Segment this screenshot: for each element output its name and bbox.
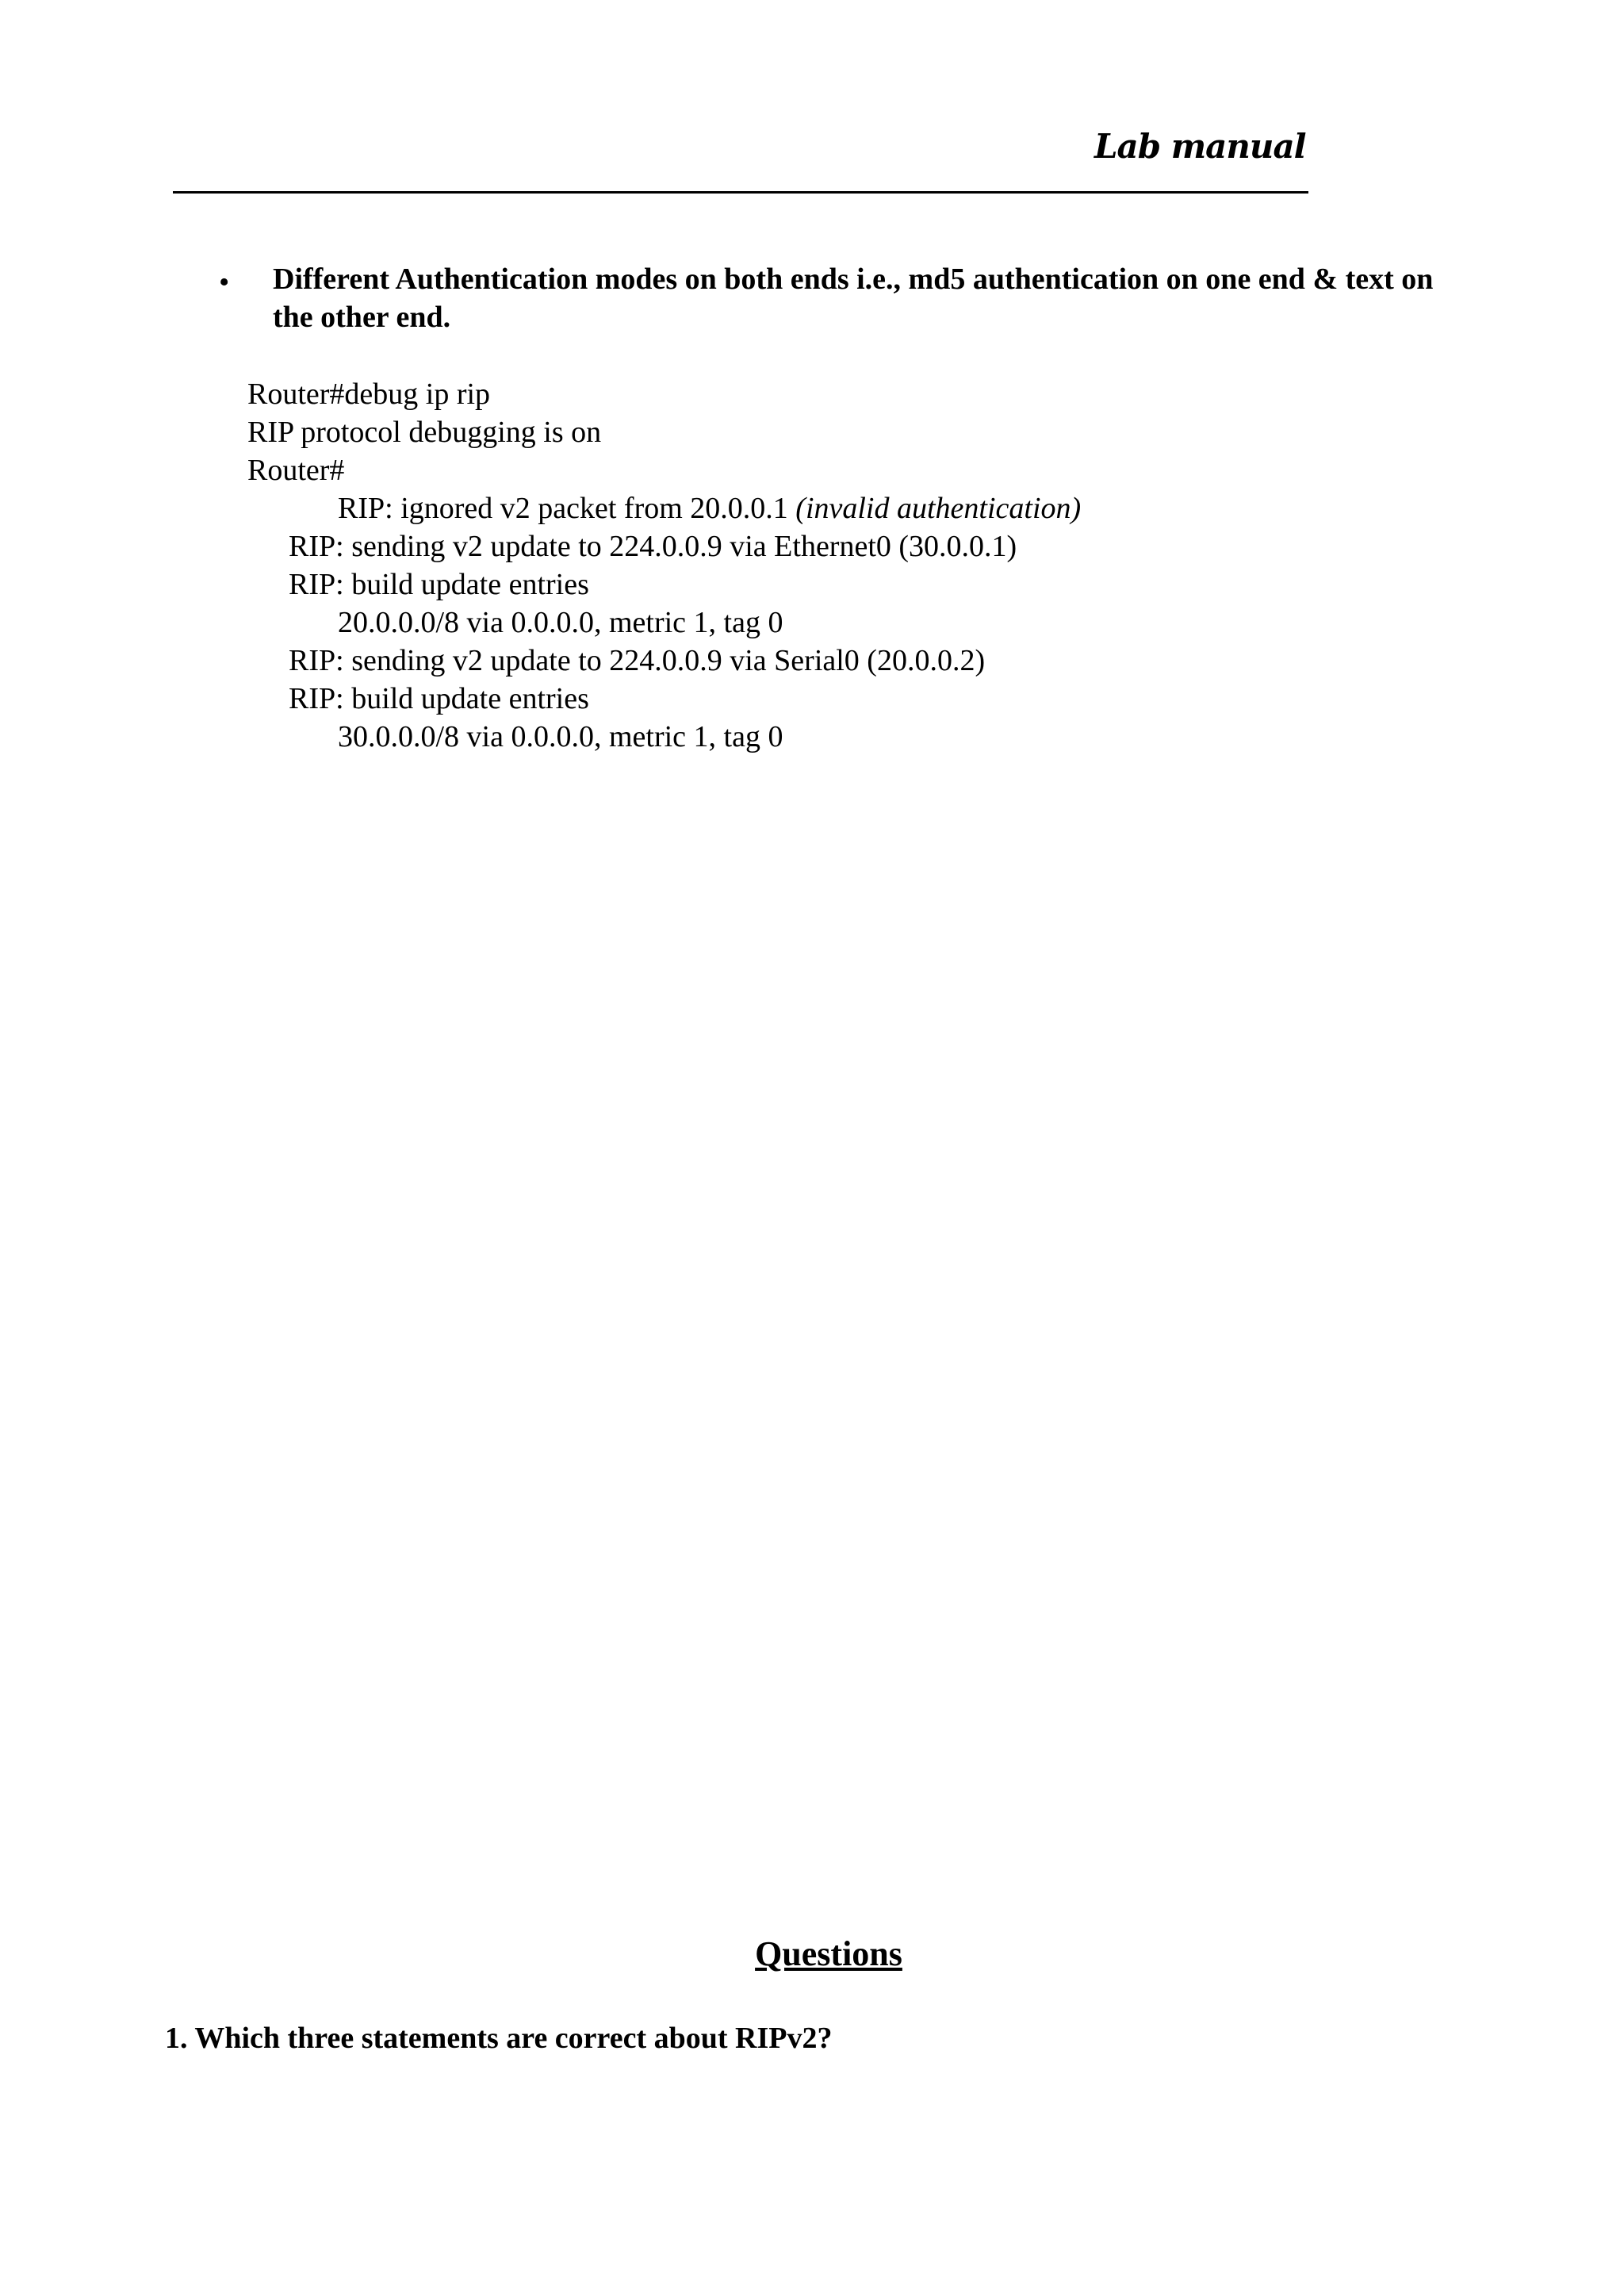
debug-line-1: Router#debug ip rip [247, 378, 491, 411]
debug-line-9: RIP: build update entries [289, 682, 589, 715]
header-rule [173, 191, 1308, 194]
debug-line-8: RIP: sending v2 update to 224.0.0.9 via Serial0 (20.0.0.2) [289, 644, 986, 677]
debug-line-4-note: (invalid authentication) [795, 492, 1082, 525]
bullet-glyph: • [219, 266, 230, 299]
debug-line-6: RIP: build update entries [289, 568, 589, 601]
debug-line-10: 30.0.0.0/8 via 0.0.0.0, metric 1, tag 0 [338, 720, 783, 753]
debug-line-3: Router# [247, 454, 345, 487]
debug-line-7: 20.0.0.0/8 via 0.0.0.0, metric 1, tag 0 [338, 606, 783, 639]
header-title: Lab manual [1094, 127, 1306, 166]
debug-line-5: RIP: sending v2 update to 224.0.0.9 via Ethernet0 (30.0.0.1) [289, 530, 1017, 563]
debug-line-4-text: RIP: ignored v2 packet from 20.0.0.1 [338, 492, 796, 525]
section-heading: Different Authentication modes on both ends i.e., md5 authentication on one end & text on the other end. [273, 263, 1434, 334]
question-1: 1. Which three statements are correct about RIPv2? [165, 2022, 833, 2055]
debug-line-2: RIP protocol debugging is on [247, 416, 602, 449]
questions-heading: Questions [755, 1934, 902, 1973]
debug-line-4 [338, 489, 1081, 527]
